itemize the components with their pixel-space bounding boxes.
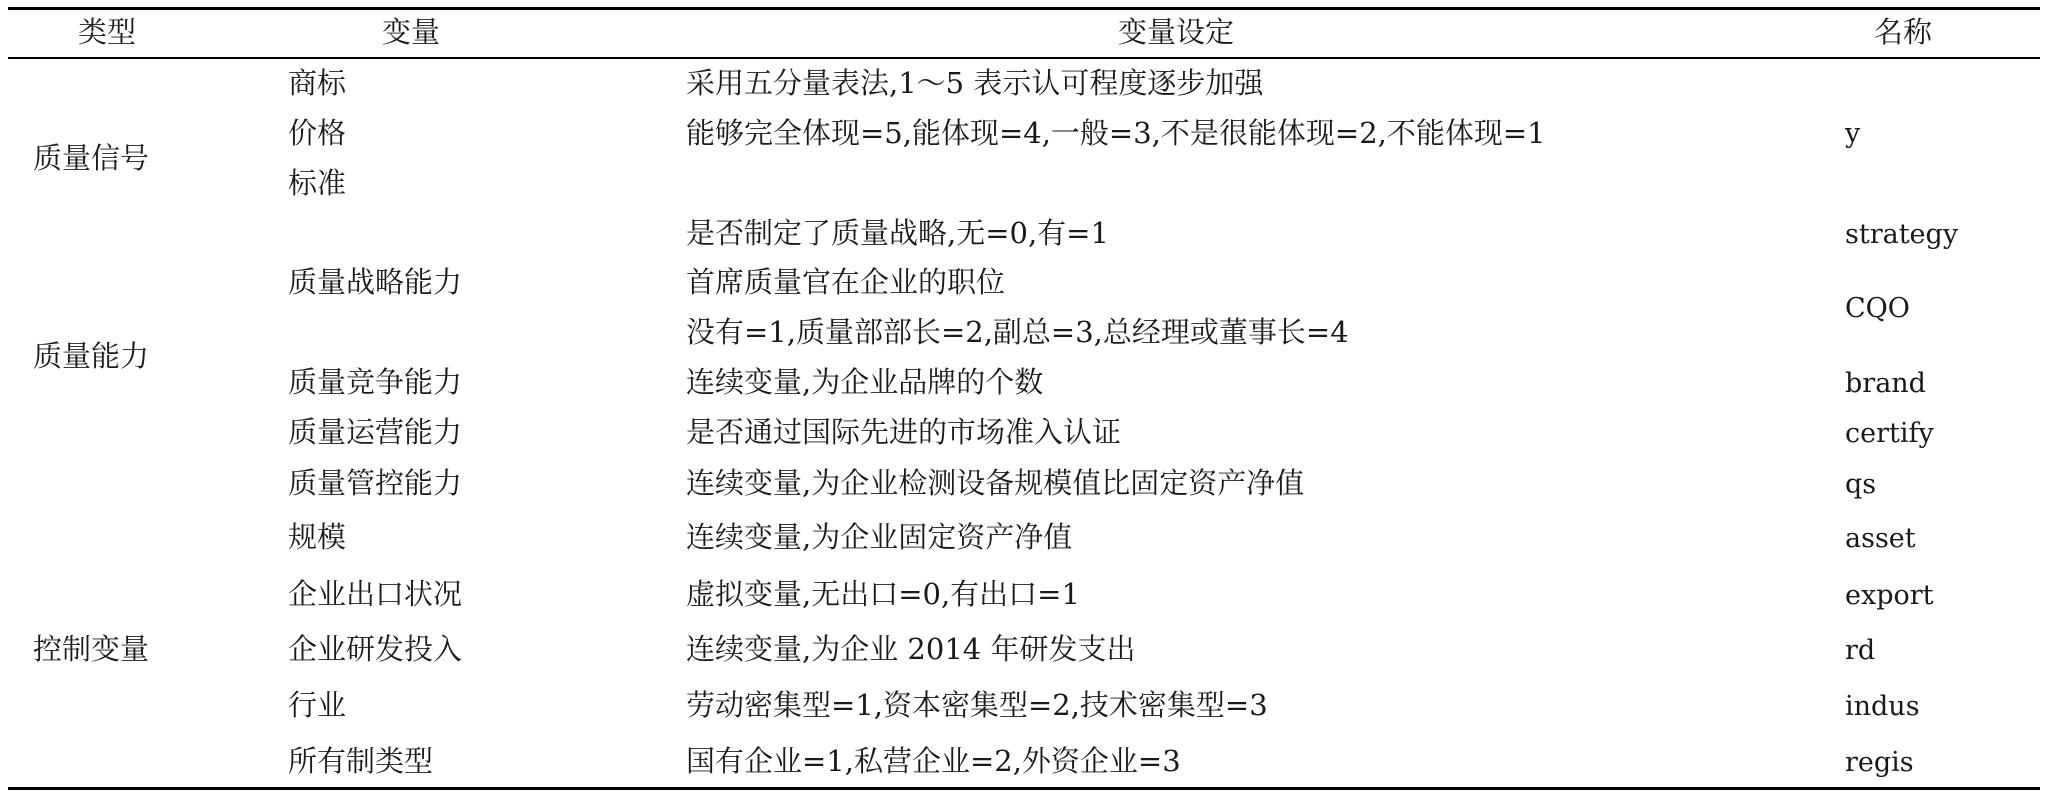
var-competition: 质量竞争能力 bbox=[288, 365, 463, 399]
table-header-rule bbox=[8, 57, 2040, 59]
var-rd: 企业研发投入 bbox=[288, 632, 463, 666]
name-brand: brand bbox=[1845, 368, 1926, 399]
header-setting: 变量设定 bbox=[1118, 15, 1235, 49]
var-trademark: 商标 bbox=[288, 66, 347, 100]
var-strategy: 质量战略能力 bbox=[288, 265, 463, 299]
name-asset: asset bbox=[1845, 523, 1916, 554]
setting-industry: 劳动密集型=1,资本密集型=2,技术密集型=3 bbox=[686, 688, 1268, 722]
setting-cqo-values: 没有=1,质量部部长=2,副总=3,总经理或董事长=4 bbox=[686, 315, 1349, 349]
group-quality-signal: 质量信号 bbox=[33, 141, 150, 175]
name-rd: rd bbox=[1845, 635, 1876, 666]
setting-certify: 是否通过国际先进的市场准入认证 bbox=[686, 415, 1122, 449]
name-indus: indus bbox=[1845, 691, 1920, 722]
group-control: 控制变量 bbox=[33, 632, 150, 666]
name-y: y bbox=[1845, 118, 1861, 149]
name-cqo: CQO bbox=[1845, 293, 1910, 324]
header-name: 名称 bbox=[1874, 15, 1933, 49]
name-export: export bbox=[1845, 580, 1934, 611]
setting-brand: 连续变量,为企业品牌的个数 bbox=[686, 365, 1044, 399]
var-scale: 规模 bbox=[288, 520, 347, 554]
var-standard: 标准 bbox=[288, 166, 347, 200]
setting-likert: 采用五分量表法,1～5 表示认可程度逐步加强 bbox=[686, 66, 1264, 100]
setting-asset: 连续变量,为企业固定资产净值 bbox=[686, 520, 1073, 554]
header-type: 类型 bbox=[78, 15, 137, 49]
setting-rd: 连续变量,为企业 2014 年研发支出 bbox=[686, 632, 1136, 666]
name-qs: qs bbox=[1845, 469, 1877, 500]
var-industry: 行业 bbox=[288, 688, 347, 722]
name-strategy: strategy bbox=[1845, 219, 1959, 250]
setting-qs: 连续变量,为企业检测设备规模值比固定资产净值 bbox=[686, 466, 1305, 500]
table-bottom-rule bbox=[8, 787, 2040, 790]
header-variable: 变量 bbox=[382, 15, 441, 49]
var-management: 质量管控能力 bbox=[288, 466, 463, 500]
setting-strategy: 是否制定了质量战略,无=0,有=1 bbox=[686, 216, 1109, 250]
setting-scale-values: 能够完全体现=5,能体现=4,一般=3,不是很能体现=2,不能体现=1 bbox=[686, 116, 1546, 150]
group-quality-ability: 质量能力 bbox=[33, 339, 150, 373]
name-regis: regis bbox=[1845, 747, 1914, 778]
var-price: 价格 bbox=[288, 116, 347, 150]
setting-cqo-position: 首席质量官在企业的职位 bbox=[686, 265, 1006, 299]
table-top-rule bbox=[8, 7, 2040, 10]
name-certify: certify bbox=[1845, 418, 1934, 449]
var-operation: 质量运营能力 bbox=[288, 415, 463, 449]
setting-ownership: 国有企业=1,私营企业=2,外资企业=3 bbox=[686, 744, 1181, 778]
var-ownership: 所有制类型 bbox=[288, 744, 434, 778]
var-export: 企业出口状况 bbox=[288, 577, 463, 611]
setting-export: 虚拟变量,无出口=0,有出口=1 bbox=[686, 577, 1080, 611]
